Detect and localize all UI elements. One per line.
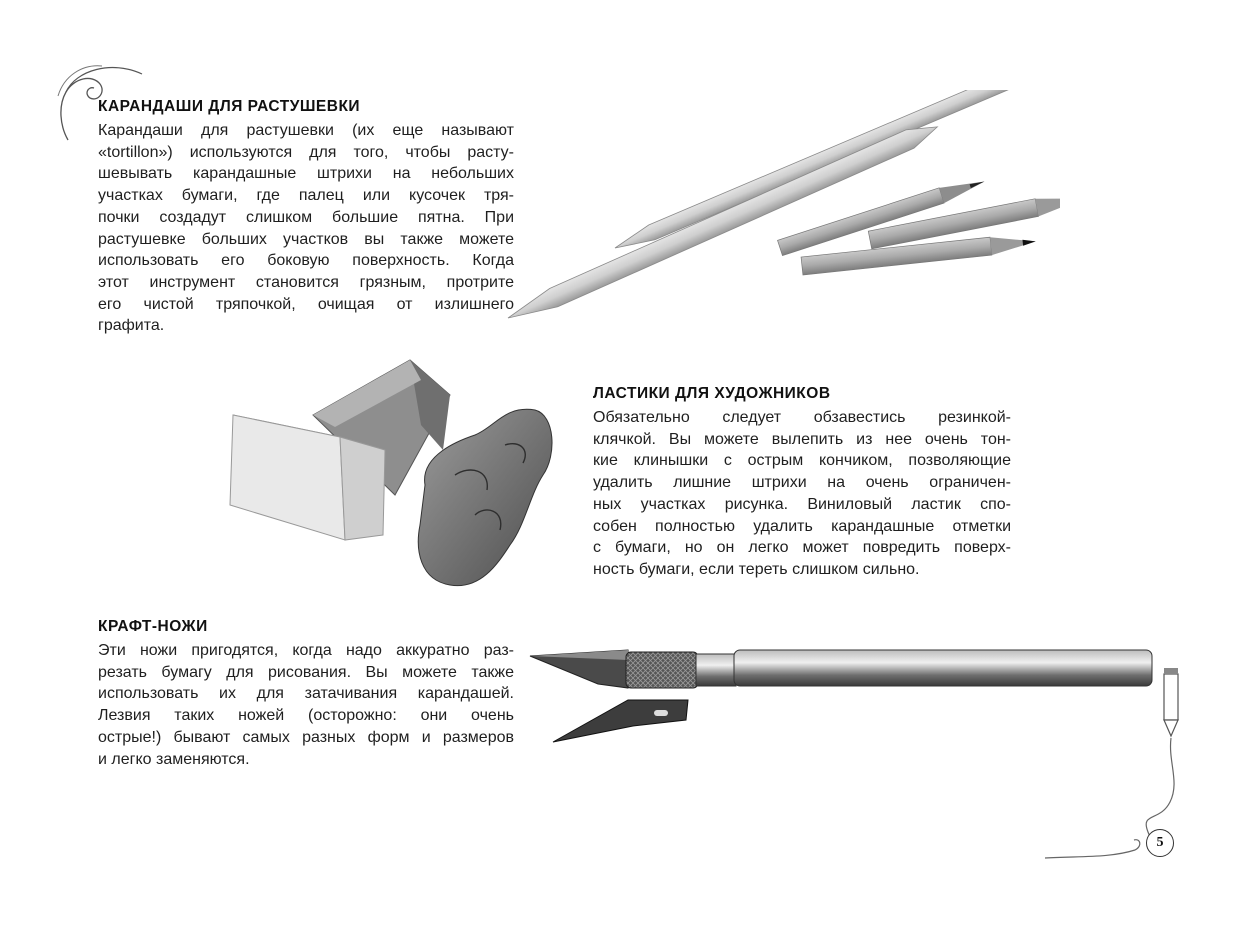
tortillons-section [98,97,514,337]
text-line: резать бумагу для рисования. Вы можете также [98,663,514,681]
text-line: собен полностью удалить карандашные отметки [593,517,1011,535]
text-line: Карандаши для растушевки (их еще называют [98,122,514,139]
text-line: Обязательно следует обзавестись резинкой- [593,409,1011,426]
text-line: кие клинышки с острым кончиком, позволяющие [593,452,1011,470]
text-line: использовать его боковую поверхность. Когда [98,252,514,270]
page-number: 5 [1146,829,1174,857]
text-line: Лезвия таких ножей (осторожно: они очень [98,707,514,725]
erasers-section [593,384,1011,581]
text-line: и легко заменяются. [98,750,250,768]
text-line: Эти ножи пригодятся, когда надо аккуратно раз- [98,642,514,659]
text-line: удалить лишние штрихи на очень ограничен- [593,474,1011,492]
erasers-heading: ЛАСТИКИ ДЛЯ ХУДОЖНИКОВ [593,385,831,402]
text-line: шевывать карандашные штрихи на небольших [98,165,514,183]
text-line: ность бумаги, если тереть слишком сильно. [593,560,920,578]
tortillons-text [98,120,514,337]
erasers-text [593,407,1011,581]
tortillons-heading: КАРАНДАШИ ДЛЯ РАСТУШЕВКИ [98,98,361,115]
text-line: графита. [98,317,165,335]
text-line: почки создадут слишком большие пятна. При [98,208,514,226]
tortillon-pencils-image [500,90,1060,330]
text-line: использовать их для затачивания карандашей. [98,685,514,703]
text-line: участках бумаги, где палец или кусочек тря- [98,187,514,205]
text-line: с бумаги, но он легко может повредить поверх- [593,539,1011,557]
knives-section [98,617,514,770]
text-line: ных участках рисунка. Виниловый ластик спо- [593,495,1011,513]
text-line: клячкой. Вы можете вылепить из нее очень тон- [593,430,1011,448]
text-line: этот инструмент становится грязным, протрите [98,273,514,291]
erasers-image [225,355,565,595]
text-line: острые!) бывают самых разных форм и размеров [98,728,514,746]
text-line: растушевке больших участков вы также можете [98,230,514,248]
knives-heading: КРАФТ-НОЖИ [98,618,208,635]
knives-text [98,640,514,770]
text-line: его чистой тряпочкой, очищая от излишнего [98,295,514,313]
text-line: «tortillon») используются для того, чтобы расту- [98,143,514,161]
